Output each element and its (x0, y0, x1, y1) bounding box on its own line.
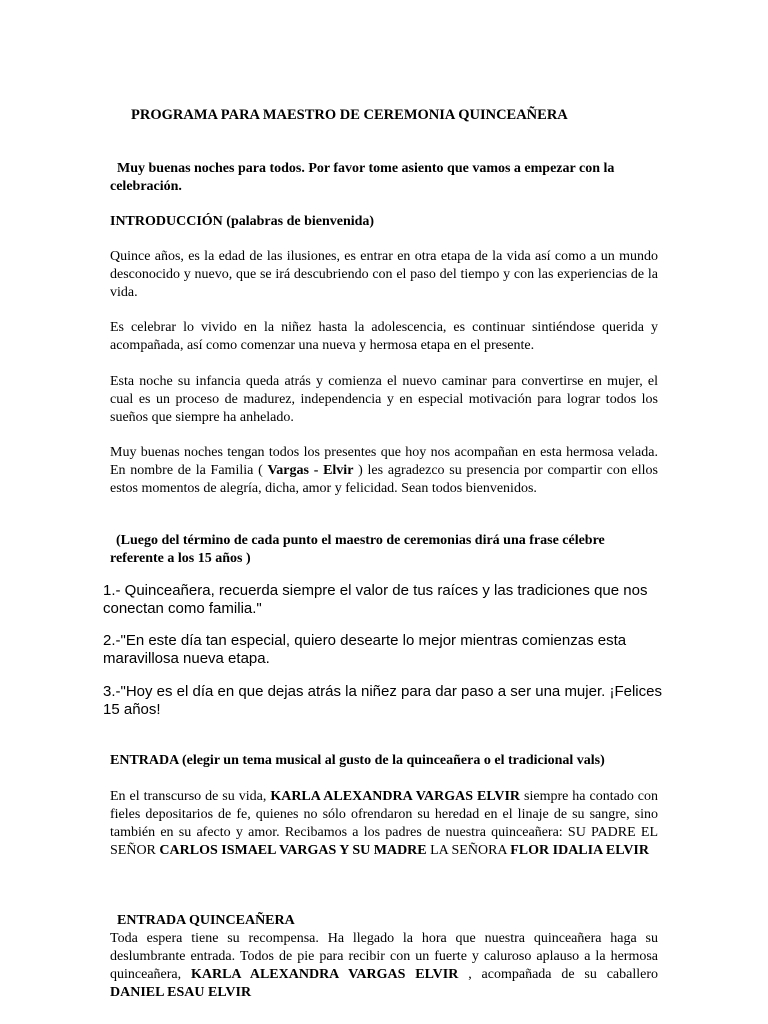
document-title: PROGRAMA PARA MAESTRO DE CEREMONIA QUINCEAÑERA (131, 107, 568, 123)
greeting-paragraph: Muy buenas noches para todos. Por favor tome asiento que vamos a empezar con la celebración. (110, 161, 615, 194)
entrada-paragraph (110, 788, 658, 860)
escort-name: DANIEL ESAU ELVIR (110, 985, 252, 1000)
welcome-text-a: Muy buenas noches tengan todos los presentes que hoy nos acompañan en esta hermosa velada. En nombre de la Familia ( (110, 445, 658, 478)
welcome-text-b: ) les agradezco su presencia por compartir con ellos estos momentos de alegría, dicha, amor y felicidad. Sean todos bienvenidos. (110, 463, 658, 496)
instruction-note: (Luego del término de cada punto el maestro de ceremonias dirá una frase célebre referente a los 15 años ) (110, 533, 605, 566)
entrada-text-a: En el transcurso de su vida, (110, 789, 271, 804)
welcome-paragraph (110, 444, 658, 498)
entrada-q-text-b: , acompañada de su caballero (458, 967, 659, 982)
father-name: CARLOS ISMAEL VARGAS Y SU MADRE (159, 843, 427, 858)
quote-1: 1.- Quinceañera, recuerda siempre el valor de tus raíces y las tradiciones que nos conectan como familia." (103, 582, 648, 617)
quote-2: 2.-"En este día tan especial, quiero desearte lo mejor mientras comienzas esta maravillosa nueva etapa. (103, 632, 627, 667)
entrada-heading: ENTRADA (elegir un tema musical al gusto de la quinceañera o el tradicional vals) (110, 753, 605, 768)
quinceanera-name-2: KARLA ALEXANDRA VARGAS ELVIR (190, 967, 459, 982)
intro-paragraph-1: Quince años, es la edad de las ilusiones, es entrar en otra etapa de la vida así como a un mundo desconocido y nuevo, que se irá descubriendo con el paso del tiempo y con las experiencias de la vida. (110, 249, 658, 300)
quote-3: 3.-"Hoy es el día en que dejas atrás la niñez para dar paso a ser una mujer. ¡Felices 15 años! (103, 683, 662, 718)
mother-name: FLOR IDALIA ELVIR (510, 843, 649, 858)
quinceanera-name: KARLA ALEXANDRA VARGAS ELVIR (270, 789, 521, 804)
family-name: Vargas - Elvir (267, 463, 354, 478)
intro-heading: INTRODUCCIÓN (palabras de bienvenida) (110, 214, 375, 229)
intro-paragraph-3: Esta noche su infancia queda atrás y comienza el nuevo caminar para convertirse en mujer, el cual es un proceso de madurez, independencia y en especial motivación para lograr todos los sueños que siempre ha anhelado. (110, 374, 658, 425)
intro-paragraph-2: Es celebrar lo vivido en la niñez hasta la adolescencia, es continuar sintiéndose querida y acompañada, así como comenzar una nueva y hermosa etapa en el presente. (110, 320, 658, 353)
entrada-quinceanera-paragraph (110, 930, 658, 1002)
entrada-quinceanera-heading: ENTRADA QUINCEAÑERA (117, 913, 295, 928)
entrada-text-b: siempre ha contado con fieles depositarios de fe, quienes no sólo ofrendaron su heredad en el linaje de su sangre, sino también en su afecto y amor. Recibamos a los padres de nuestra quinceañera: SU PADRE EL SEÑOR (110, 789, 659, 858)
entrada-q-text-a: Toda espera tiene su recompensa. Ha llegado la hora que nuestra quinceañera haga su deslumbrante entrada. Todos de pie para recibir con un fuerte y caluroso aplauso a la hermosa quinceañera, (110, 931, 658, 982)
entrada-text-c: LA SEÑORA (426, 843, 511, 858)
